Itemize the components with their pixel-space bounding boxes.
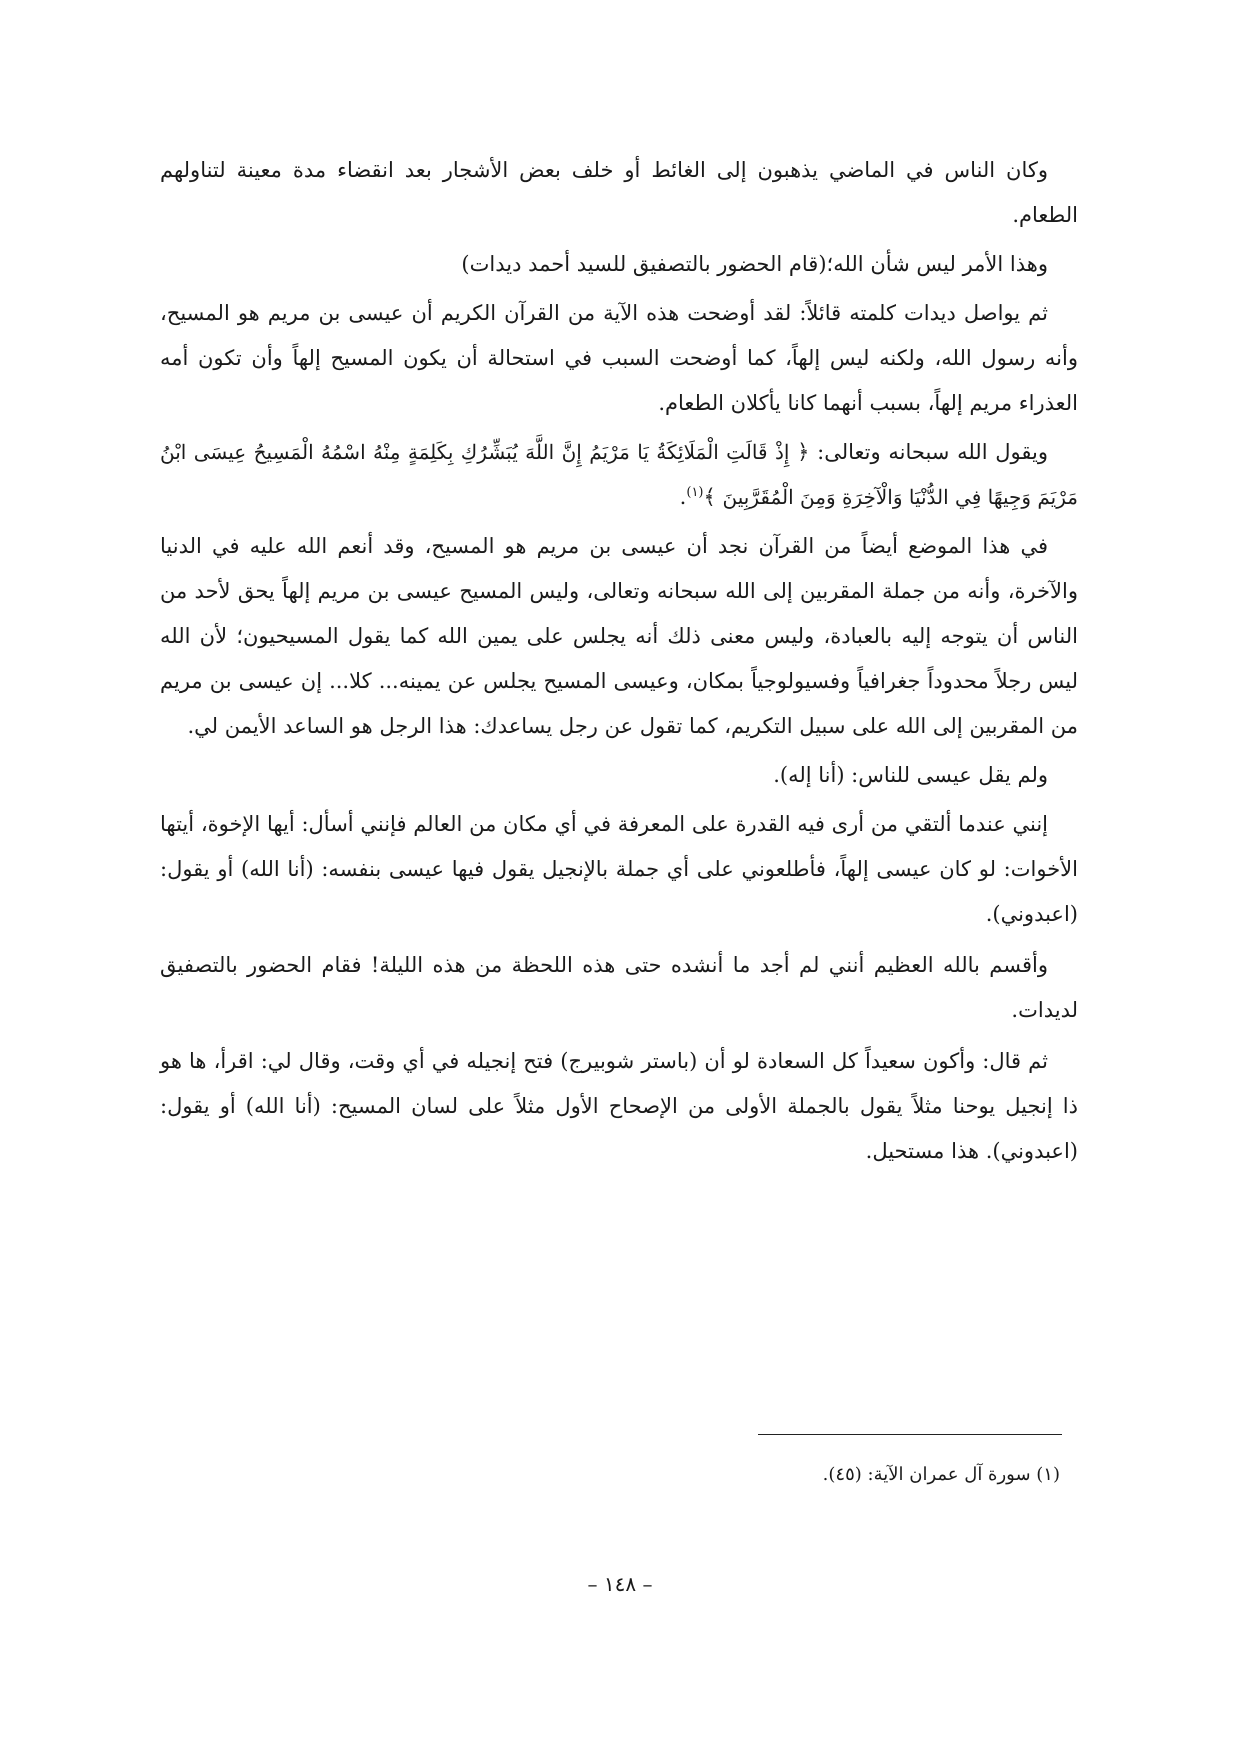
- verse-end: .: [679, 485, 687, 509]
- paragraph-1: وكان الناس في الماضي يذهبون إلى الغائط أو خلف بعض الأشجار بعد انقضاء مدة معينة لتناولهم الطعام.: [160, 158, 1078, 227]
- paragraph-8: ثم قال: وأكون سعيداً كل السعادة لو أن (باستر شوبيرج) فتح إنجيله في أي وقت، وقال لي: اقرأ، ها هو ذا إنجيل يوحنا مثلاً يقول بالجملة الأولى من الإصحاح الأول مثلاً على لسان المسيح: (أنا الله) أو يقول: (اعبدوني). هذا مستحيل.: [160, 1049, 1078, 1163]
- verse-text: إِذْ قَالَتِ الْمَلَائِكَةُ يَا مَرْيَمُ إِنَّ اللَّهَ يُبَشِّرُكِ بِكَلِمَةٍ مِنْهُ اسْمُهُ الْمَسِيحُ عِيسَى ابْنُ مَرْيَمَ وَجِيهًا فِي الدُّنْيَا وَالْآخِرَةِ وَمِنَ الْمُقَرَّبِينَ: [160, 440, 1078, 509]
- verse-intro: ويقول الله سبحانه وتعالى:: [817, 440, 1048, 464]
- footnote-reference: (١): [686, 485, 704, 500]
- paragraph-7: وأقسم بالله العظيم أنني لم أجد ما أنشده حتى هذه اللحظة من هذه الليلة! فقام الحضور بالتصفيق لديدات.: [160, 953, 1078, 1022]
- page-number: – ١٤٨ –: [587, 1572, 653, 1596]
- verse-close-bracket: ﴾: [703, 485, 716, 509]
- verse-open-bracket: ﴿: [797, 440, 810, 464]
- paragraph-5: ولم يقل عيسى للناس: (أنا إله).: [773, 763, 1048, 787]
- paragraph-3: ثم يواصل ديدات كلمته قائلاً: لقد أوضحت هذه الآية من القرآن الكريم أن عيسى بن مريم هو المسيح، وأنه رسول الله، ولكنه ليس إلهاً، كما أوضحت السبب في استحالة أن يكون المسيح إلهاً وأن تكون أمه العذراء مريم إلهاً، بسبب أنهما كانا يأكلان الطعام.: [160, 301, 1078, 415]
- paragraph-2: وهذا الأمر ليس شأن الله؛(قام الحضور بالتصفيق للسيد أحمد ديدات): [461, 252, 1048, 276]
- footnote-divider: [758, 1434, 1062, 1435]
- paragraph-6: إنني عندما ألتقي من أرى فيه القدرة على المعرفة في أي مكان من العالم فإنني أسأل: أيها الإخوة، أيتها الأخوات: لو كان عيسى إلهاً، فأطلعوني على أي جملة بالإنجيل يقول فيها عيسى بنفسه: (أنا الله) أو يقول: (اعبدوني).: [160, 812, 1078, 926]
- paragraph-4: في هذا الموضع أيضاً من القرآن نجد أن عيسى بن مريم هو المسيح، وقد أنعم الله عليه في الدنيا والآخرة، وأنه من جملة المقربين إلى الله سبحانه وتعالى، وليس المسيح عيسى بن مريم إلهاً يحق لأحد من الناس أن يتوجه إليه بالعبادة، وليس معنى ذلك أنه يجلس على يمين الله كما يقول المسيحيون؛ لأن الله ليس رجلاً محدوداً جغرافياً وفسيولوجياً بمكان، وعيسى المسيح يجلس عن يمينه... كلا... إن عيسى بن مريم من المقربين إلى الله على سبيل التكريم، كما تقول عن رجل يساعدك: هذا الرجل هو الساعد الأيمن لي.: [160, 534, 1078, 738]
- page-body: [160, 148, 1078, 1178]
- quran-verse-paragraph: [160, 430, 1078, 520]
- footnote: (١) سورة آل عمران الآية: (٤٥).: [822, 1464, 1060, 1485]
